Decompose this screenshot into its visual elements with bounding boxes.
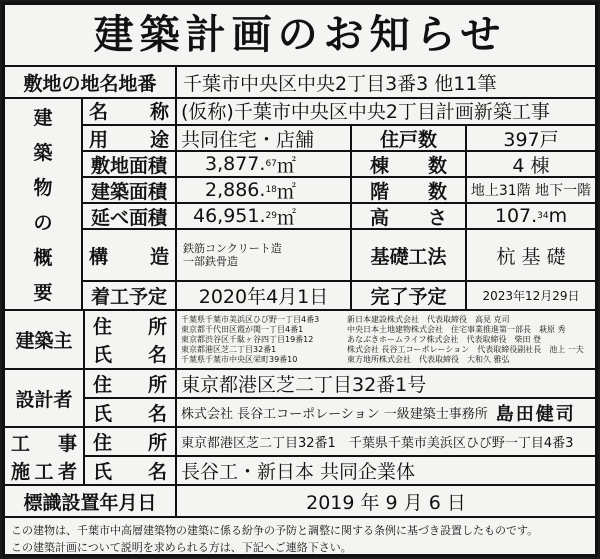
sign-board [2,2,598,557]
contractor-label: 工 事 施 工 者 [11,432,77,483]
site-area-label: 敷地面積 [90,154,167,176]
use-value: 共同住宅・店舗 [175,126,350,150]
use-label: 用 途 [89,128,169,150]
schedule-row [83,280,595,309]
contractor-name-label: 氏 名 [83,457,175,484]
name-value: (仮称)千葉市中央区中央2丁目計画新築工事 [175,97,595,124]
contractor-addr-row [83,426,595,455]
building-area-row [83,176,595,202]
designer-name-label: 氏 名 [83,399,175,426]
owner-names: 新日本建設株式会社 代表取締役 高見 克司 中央日本土地建物株式会社 住宅事業推進第一部長 萩原 秀 あなぶきホームライフ株式会社 代表取締役 柴田 登 株式会社 長谷工コーポレーション 代表取締役副社長 池上 一夫 東方地所株式会社 代表取締役 大和久 雅弘 [347,314,584,364]
start-label: 着工予定 [90,286,167,308]
owner-block [5,309,595,368]
name-row [83,97,595,124]
designer-person: 島田健司 [495,403,576,425]
complete-value: 2023年12月29日 [465,282,595,309]
contractor-addr-value: 東京都港区芝二丁目32番1 千葉県千葉市美浜区ひび野一丁目4番3 [175,428,595,455]
notes-area [5,516,595,554]
contractor-name-value: 長谷工・新日本 共同企業体 [175,457,595,484]
blocks-value: 4 棟 [465,152,595,176]
owner-addresses: 千葉県千葉市美浜区ひび野一丁目4番3 東京都千代田区霞が関一丁目4番1 東京都渋谷区千駄ヶ谷四丁目19番12 東京都港区芝二丁目32番1 千葉県千葉市中央区栄町39番10 [175,311,345,368]
notice-title: 建築計画のお知らせ [93,12,507,58]
contractor-addr-label: 住 所 [83,428,175,455]
height-value: 107. 34 m [465,204,595,228]
structure-label: 構 造 [89,245,169,268]
structure-row [83,228,595,280]
floor-area-value: 46,951. 29 ㎡ [175,204,350,228]
name-label: 名 称 [89,101,169,123]
site-area-row [83,150,595,176]
site-value: 千葉市中央区中央2丁目3番3 他11筆 [175,67,595,97]
height-label: 高 さ [350,204,465,228]
floors-value: 地上31階 地下一階 [465,178,595,202]
floor-area-row [83,202,595,228]
designer-addr-row [83,368,595,397]
site-label: 敷地の地名地番 [23,72,157,95]
complete-label: 完了予定 [350,282,465,309]
floors-label: 階 数 [350,178,465,202]
units-value: 397戸 [465,126,595,150]
designer-name-value: 株式会社 長谷工コーポレーション 一級建築士事務所 島田健司 [175,399,595,426]
note-line-2: この建築計画について説明を求められる方は、下記へご連絡下さい。 [11,541,352,554]
foundation-label: 基礎工法 [350,230,465,280]
owner-field-labels: 住 所 氏 名 [83,311,175,368]
sign-date-row [5,484,595,516]
contractor-name-row [83,455,595,484]
site-row [5,65,595,97]
building-side-label: 建 築 物 の 概 要 [5,99,83,309]
designer-label: 設計者 [15,388,73,411]
site-area-value: 3,877. 67 ㎡ [175,152,350,176]
foundation-value: 杭 基 礎 [465,230,595,280]
use-row [83,124,595,150]
designer-addr-value: 東京都港区芝二丁目32番1号 [175,370,595,397]
units-label: 住戸数 [350,126,465,150]
building-area-value: 2,886. 18 ㎡ [175,178,350,202]
owner-label: 建築主 [15,330,73,352]
sign-date-value: 2019 年 9 月 6 日 [175,486,595,516]
sign-date-label: 標識設置年月日 [23,491,157,514]
designer-addr-label: 住 所 [83,370,175,397]
building-area-label: 建築面積 [90,180,167,202]
structure-value: 鉄筋コンクリート造 一部鉄骨造 [175,230,350,280]
start-value: 2020年4月1日 [175,282,350,309]
floor-area-label: 延べ面積 [90,206,167,228]
designer-name-row [83,397,595,426]
note-line-1: この建物は、千葉市中高層建築物の建築に係る紛争の予防と調整に関する条例に基づき設置したものです。 [11,524,539,537]
blocks-label: 棟 数 [350,152,465,176]
